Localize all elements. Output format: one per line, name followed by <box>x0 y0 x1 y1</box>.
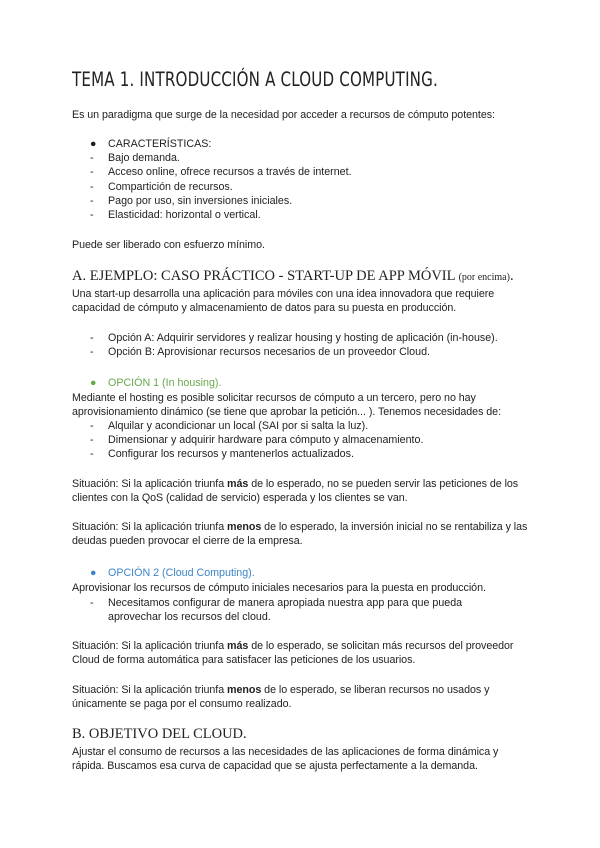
list-item: - Compartición de recursos. <box>90 180 233 193</box>
bullet-dot-icon: ● <box>90 377 97 389</box>
dash-marker: - <box>90 346 94 359</box>
dash-marker: - <box>90 180 94 193</box>
dash-marker: - <box>90 448 94 461</box>
dash-marker: - <box>90 420 94 432</box>
dash-marker: - <box>90 434 94 447</box>
dash-marker: - <box>90 166 94 179</box>
list-item: - Opción B: Aprovisionar recursos necesarios de un proveedor Cloud. <box>90 346 430 359</box>
list-item: - Configurar los recursos y mantenerlos actualizados. <box>90 448 354 461</box>
page-title: TEMA 1. INTRODUCCIÓN A CLOUD COMPUTING. <box>72 68 438 91</box>
dash-marker: - <box>90 152 94 165</box>
intro-paragraph: Es un paradigma que surge de la necesidad por acceder a recursos de cómputo potentes: <box>72 109 495 121</box>
section-a-paragraph: Una start-up desarrolla una aplicación para móviles con una idea innovadora que requiere capacidad de cómputo y almacenamiento de datos para su puesta en producción. <box>72 288 495 315</box>
opcion1-paragraph: Mediante el hosting es posible solicitar recursos de cómputo a un tercero, pero no hay aprovisionamiento dinámico (se tiene que aprobar la petición... ). Tenemos necesidades de: <box>72 392 501 419</box>
opcion1-situacion-menos: Situación: Si la aplicación triunfa menos de lo esperado, la inversión inicial no se rentabiliza y las deudas pueden provocar el cierre de la empresa. <box>72 521 528 548</box>
list-item: ● CARACTERÍSTICAS: <box>90 138 212 150</box>
dash-marker: - <box>90 194 94 207</box>
dash-marker: - <box>90 208 94 221</box>
dash-marker: - <box>90 597 94 609</box>
opcion2-list <box>72 596 528 624</box>
opcion1-situacion-mas: Situación: Si la aplicación triunfa más de lo esperado, no se pueden servir las peticiones de los clientes con la QoS (calidad de servicio) esperada y los clientes se van. <box>72 478 519 505</box>
opcion2-heading: ● OPCIÓN 2 (Cloud Computing). <box>90 567 255 579</box>
bullet-dot-icon: ● <box>90 138 97 150</box>
list-item: - Dimensionar y adquirir hardware para cómputo y almacenamiento. <box>90 434 424 447</box>
caracteristicas-list <box>72 137 528 222</box>
liberado-paragraph: Puede ser liberado con esfuerzo mínimo. <box>72 239 265 251</box>
bullet-dot-icon: ● <box>90 567 97 579</box>
list-item: - Pago por uso, sin inversiones iniciales. <box>90 194 293 207</box>
list-item: - Necesitamos configurar de manera apropiada nuestra app para que pueda aprovechar los recursos del cloud. <box>90 597 463 624</box>
opcion1-list <box>72 419 528 462</box>
options-list <box>72 331 528 359</box>
list-item: - Bajo demanda. <box>90 152 180 165</box>
opcion2-situacion-menos: Situación: Si la aplicación triunfa menos de lo esperado, se liberan recursos no usados y únicamente se paga por el consumo realizado. <box>72 684 490 711</box>
opcion2-paragraph: Aprovisionar los recursos de cómputo iniciales necesarios para la puesta en producción. <box>72 582 486 594</box>
opcion2-situacion-mas: Situación: Si la aplicación triunfa más de lo esperado, se solicitan más recursos del proveedor Cloud de forma automática para satisfacer las peticiones de los usuarios. <box>72 640 514 667</box>
section-b-heading: B. OBJETIVO DEL CLOUD. <box>72 726 247 742</box>
list-item: - Acceso online, ofrece recursos a través de internet. <box>90 166 352 179</box>
opcion1-heading: ● OPCIÓN 1 (In housing). <box>90 377 222 389</box>
dash-marker: - <box>90 332 94 344</box>
section-b-paragraph: Ajustar el consumo de recursos a las necesidades de las aplicaciones de forma dinámica y rápida. Buscamos esa curva de capacidad que se ajusta perfectamente a la demanda. <box>72 746 499 773</box>
list-item: - Opción A: Adquirir servidores y realizar housing y hosting de aplicación (in-house). <box>90 332 498 344</box>
section-a-heading: A. EJEMPLO: CASO PRÁCTICO - START-UP DE APP MÓVIL (por encima). <box>72 268 514 284</box>
list-item: - Elasticidad: horizontal o vertical. <box>90 208 261 221</box>
list-item: - Alquilar y acondicionar un local (SAI por si salta la luz). <box>90 420 369 432</box>
